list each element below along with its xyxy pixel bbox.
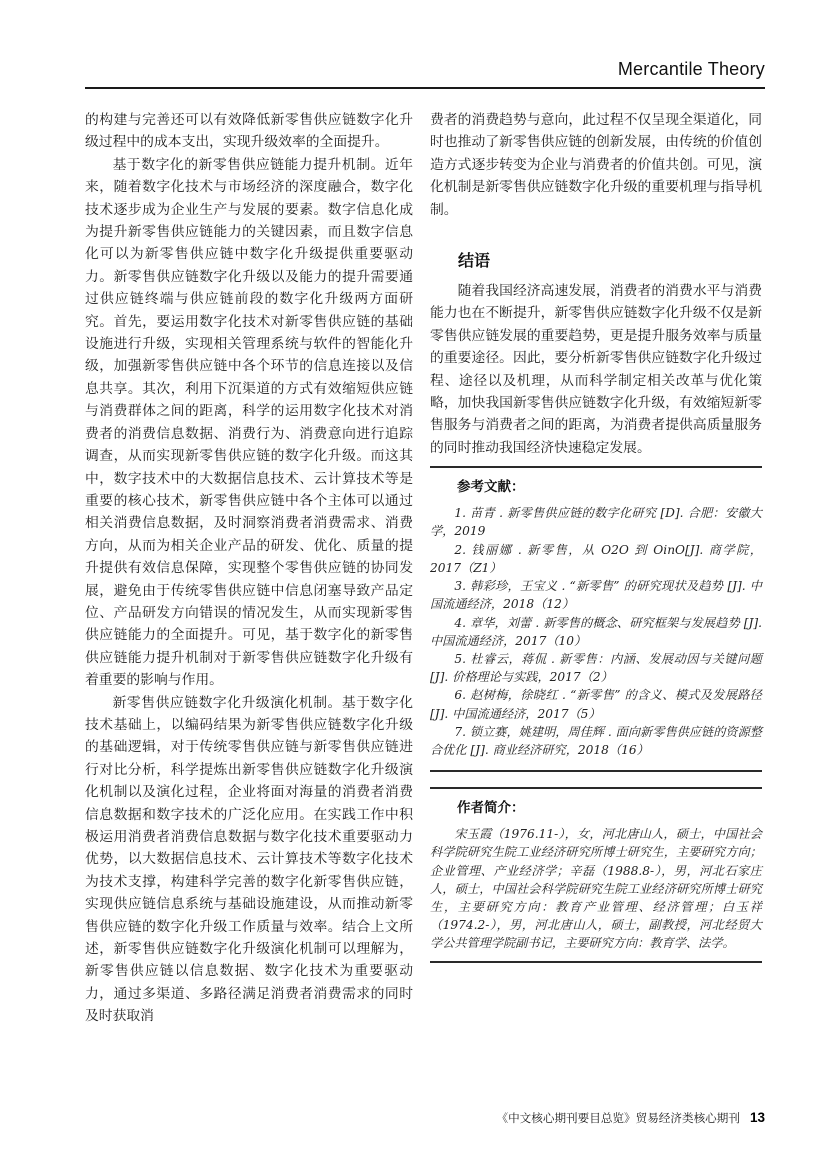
header-rule: [85, 87, 765, 89]
paragraph-continuation-right: 费者的消费趋势与意向，此过程不仅呈现全渠道化，同时也推动了新零售供应链的创新发展，由传统的价值创造方式逐步转变为企业与消费者的价值共创。可见，演化机制是新零售供应链数字化升级的重要机理与指导机制。: [430, 112, 762, 217]
page-footer: [496, 1110, 765, 1126]
reference-item-6: 6. 赵树梅，徐晓红 . “新零售” 的含义、模式及发展路径 [J]. 中国流通经济，2017（5）: [430, 688, 762, 721]
author-section-rule-top: [430, 770, 762, 772]
reference-item-7: 7. 锁立赛，姚建明，周佳辉 . 面向新零售供应链的资源整合优化 [J]. 商业经济研究，2018（16）: [430, 724, 762, 757]
reference-item-3: 3. 韩彩珍，王宝义 . “新零售” 的研究现状及趋势 [J]. 中国流通经济，2018（12）: [430, 579, 762, 612]
reference-item-2: 2. 钱丽娜 . 新零售，从 O2O 到 OinO[J]. 商学院，2017（Z1）: [430, 542, 762, 575]
paragraph-capability-mechanism: 基于数字化的新零售供应链能力提升机制。近年来，随着数字化技术与市场经济的深度融合，数字化技术逐步成为企业生产与发展的要素。数字信息化成为提升新零售供应链能力的关键因素，而且数字信息化可以为新零售供应链中数字化升级提供重要驱动力。新零售供应链数字化升级以及能力的提升需要通过供应链终端与供应链前段的数字化升级两方面研究。首先，要运用数字化技术对新零售供应链的基础设施进行升级，实现相关管理系统与软件的智能化升级，加强新零售供应链中各个环节的信息连接以及信息共享。其次，利用下沉渠道的方式有效缩短供应链与消费群体之间的距离，科学的运用数字化技术对消费者的消费信息数据、消费行为、消费意向进行追踪调查，从而实现新零售供应链的数字化升级。而这其中，数字技术中的大数据信息技术、云计算技术等是重要的核心技术，新零售供应链中各个主体可以通过相关消费信息数据，及时洞察消费者消费需求、消费方向，从而为相关企业产品的研发、优化、质量的提升提供有效信息保障，实现整个零售供应链的协同发展，避免由于传统零售供应链中信息闭塞导致产品定位、产品研发方向错误的情况发生，从而实现新零售供应链能力的全面提升。可见，基于数字化的新零售供应链能力提升机制对于新零售供应链数字化升级有着重要的影响与作用。: [85, 156, 413, 688]
journal-section-title: Mercantile Theory: [617, 59, 765, 79]
author-bio-heading: 作者简介：: [457, 800, 525, 816]
conclusion-heading: 结语: [458, 253, 491, 271]
right-column: [430, 109, 762, 963]
reference-item-1: 1. 苗青 . 新零售供应链的数字化研究 [D]. 合肥：安徽大学，2019: [430, 506, 762, 539]
conclusion-paragraph: 随着我国经济高速发展，消费者的消费水平与消费能力也在不断提升，新零售供应链数字化升级不仅是新零售供应链发展的重要趋势，更是提升服务效率与质量的重要途径。因此，要分析新零售供应链数字化升级过程、途径以及机理，从而科学制定相关改革与优化策略，加快我国新零售供应链数字化升级，有效缩短新零售服务与消费者之间的距离，为消费者提供高质量服务的同时推动我国经济快速稳定发展。: [430, 283, 762, 455]
paragraph-evolution-mechanism: 新零售供应链数字化升级演化机制。基于数字化技术基础上，以编码结果为新零售供应链数字化升级的基础逻辑，对于传统零售供应链与新零售供应链进行对比分析，科学提炼出新零售供应链数字化升级演化机制以及演化过程，企业将面对海量的消费者消费信息数据和数字技术的广泛化应用。在实践工作中积极运用消费者消费信息数据与数字化技术重要驱动力优势，以大数据信息技术、云计算技术等数字化技术为技术支撑，构建科学完善的数字化新零售供应链，实现供应链信息系统与基础设施建设，从而推动新零售供应链的数字化升级工作质量与效率。结合上文所述，新零售供应链数字化升级演化机制可以理解为，新零售供应链以信息数据、数字化技术为重要驱动力，通过多渠道、多路径满足消费者消费需求的同时及时获取消: [85, 694, 413, 1024]
page-number: 13: [749, 1110, 765, 1125]
reference-item-4: 4. 章华，刘蕾 . 新零售的概念、研究框架与发展趋势 [J]. 中国流通经济，2017（10）: [430, 615, 762, 648]
references-top-rule: [430, 466, 762, 468]
references-heading: 参考文献：: [457, 479, 525, 495]
author-section-rule-second: [430, 787, 762, 789]
left-column: [85, 109, 413, 1028]
journal-index-note: 《中文核心期刊要目总览》贸易经济类核心期刊: [496, 1112, 740, 1125]
references-list: [430, 504, 762, 759]
author-bio-text: 宋玉霞（1976.11-），女，河北唐山人，硕士，中国社会科学院研究生院工业经济研究所博士研究生，主要研究方向；企业管理、产业经济学；辛磊（1988.8-），男，河北石家庄人，硕士，中国社会科学院研究生院工业经济研究所博士研究生，主要研究方向：教育产业管理、经济管理；白玉祥（1974.2-），男，河北唐山人，硕士，副教授，河北经贸大学公共管理学院副书记，主要研究方向：教育学、法学。: [430, 827, 762, 951]
paragraph-continuation-left: 的构建与完善还可以有效降低新零售供应链数字化升级过程中的成本支出，实现升级效率的全面提升。: [85, 112, 413, 150]
author-section-rule-bottom: [430, 961, 762, 963]
reference-item-5: 5. 杜睿云，蒋侃 . 新零售：内涵、发展动因与关键问题 [J]. 价格理论与实践，2017（2）: [430, 651, 762, 685]
